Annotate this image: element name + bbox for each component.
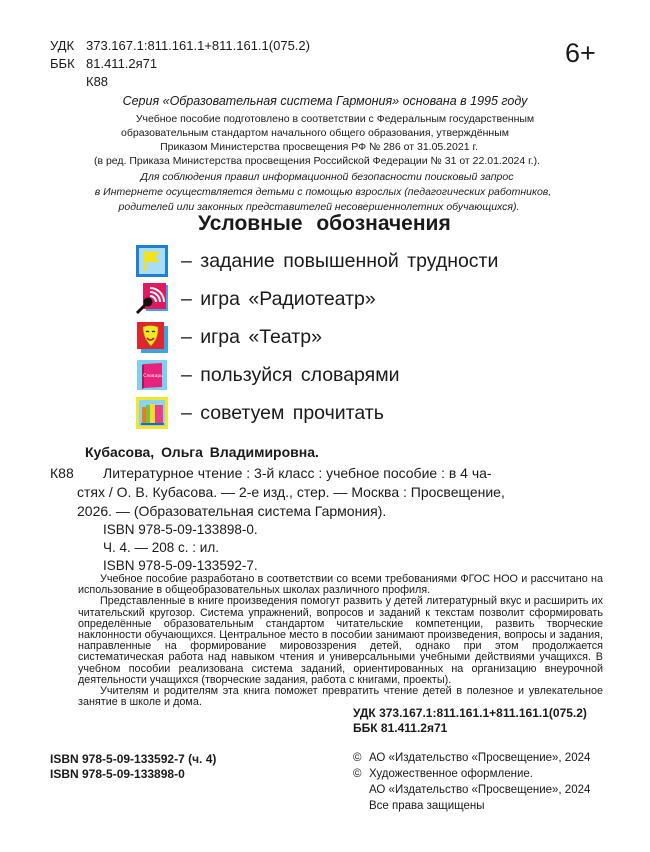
isbn-full: ISBN 978-5-09-133898-0. <box>103 522 258 537</box>
legend-item-theatre <box>135 320 322 354</box>
udk-line <box>50 38 310 54</box>
legend-item-recommended-reading <box>135 396 384 430</box>
standard-note-line-3: Приказом Министерства просвещения РФ № 286 от 31.05.2021 г. <box>160 141 478 153</box>
legend-label: – игра «Радиотеатр» <box>181 287 376 310</box>
legend-label: – пользуйся словарями <box>181 363 400 386</box>
copyright-icon: © <box>353 768 362 780</box>
legend-label: – задание повышенной трудности <box>181 249 499 272</box>
author-name: Кубасова, Ольга Владимировна. <box>85 444 319 460</box>
theatre-mask-icon <box>135 320 169 354</box>
dictionary-book-icon <box>135 358 169 392</box>
copyright-icon: © <box>353 752 362 764</box>
isbn-part: ISBN 978-5-09-133592-7. <box>103 558 258 573</box>
bib-description-line-3: 2026. — (Образовательная система Гармония). <box>77 503 387 519</box>
footer-isbn-part: ISBN 978-5-09-133592-7 (ч. 4) <box>50 752 217 766</box>
age-rating: 6+ <box>565 38 596 68</box>
copyright-line-3: АО «Издательство «Просвещение», 2024 <box>369 784 591 796</box>
bbk-line <box>50 56 157 72</box>
legend-item-dictionaries <box>135 358 400 392</box>
legend-item-radio-theatre <box>135 282 376 316</box>
bbk-value: 81.411.2я71 <box>86 56 158 71</box>
part-info: Ч. 4. — 208 с. : ил. <box>103 540 219 555</box>
legend-label: – советуем прочитать <box>181 401 384 424</box>
svg-text:Словарь: Словарь <box>143 374 163 379</box>
copyright-line-2: © Художественное оформление. <box>353 768 533 780</box>
footer-bbk: ББК 81.411.2я71 <box>353 721 448 735</box>
author-mark: К88 <box>86 74 109 89</box>
annotation-paragraph: Представленные в книге произведения помогут развить у детей литературный вкус и расширить их читательский кругозор. Система упражнений, вопросов и заданий к текстам позволит сформировать определённые образовательным стандартом читательские компетенции, развить творческие наклонности обучающихся. Центральное место в пособии занимают произведения, вопросы и задания, направленные на формирование мировоззрения детей, однако при этом продолжается систематическая работа над навыком чтения и универсальными учебными действиями учащихся. В учебном пособии реализована система заданий, ориентированных на организацию внеурочной деятельности учащихся (творческие задания, работа с книгами, проекты). <box>78 595 603 686</box>
annotation-paragraph: Учителям и родителям эта книга поможет превратить чтение детей в полезное и увлекательное занятие в школе и дома. <box>78 685 603 709</box>
annotation-paragraph: Учебное пособие разработано в соответствии со всеми требованиями ФГОС НОО и рассчитано на использование в общеобразовательных школах различного профиля. <box>78 573 603 597</box>
rights-reserved: Все права защищены <box>369 800 485 812</box>
standard-note-line-2: образовательным стандартом начального общего образования, утверждённым <box>121 127 509 139</box>
footer-udk: УДК 373.167.1:811.161.1+811.161.1(075.2) <box>353 706 587 720</box>
flag-icon <box>135 244 169 278</box>
copyright-line-1: © АО «Издательство «Просвещение», 2024 <box>353 752 591 764</box>
legend-item-difficult <box>135 244 498 278</box>
series-note: Серия «Образовательная система Гармония» основана в 1995 году <box>122 94 528 108</box>
legend-title: Условные обозначения <box>198 212 451 235</box>
author-mark-code: К88 <box>50 465 74 481</box>
legend-label: – игра «Театр» <box>181 325 322 348</box>
safety-note-line-3: родителей или законных представителей несовершеннолетних обучающихся). <box>118 201 520 213</box>
books-icon <box>135 396 169 430</box>
udk-label: УДК <box>50 38 75 53</box>
safety-note-line-2: в Интернете осуществляется детьми с помощью взрослых (педагогических работников, <box>94 186 552 198</box>
radio-microphone-icon <box>135 282 169 316</box>
bbk-label: ББК <box>50 56 75 71</box>
bib-description-line-2: стях / О. В. Кубасова. — 2-е изд., стер. — Москва : Просвещение, <box>77 484 505 500</box>
udk-value: 373.167.1:811.161.1+811.161.1(075.2) <box>86 38 310 53</box>
annotation <box>78 574 603 708</box>
bib-description-line-1: Литературное чтение : 3-й класс : учебное пособие : в 4 ча- <box>103 465 492 481</box>
safety-note-line-1: Для соблюдения правил информационной безопасности поисковый запрос <box>140 171 514 183</box>
footer-isbn-full: ISBN 978-5-09-133898-0 <box>50 767 185 781</box>
standard-note-line-4: (в ред. Приказа Министерства просвещения Российской Федерации № 31 от 22.01.2024 г.). <box>93 155 541 167</box>
standard-note-line-1: Учебное пособие подготовлено в соответствии с Федеральным государственным <box>135 113 535 125</box>
